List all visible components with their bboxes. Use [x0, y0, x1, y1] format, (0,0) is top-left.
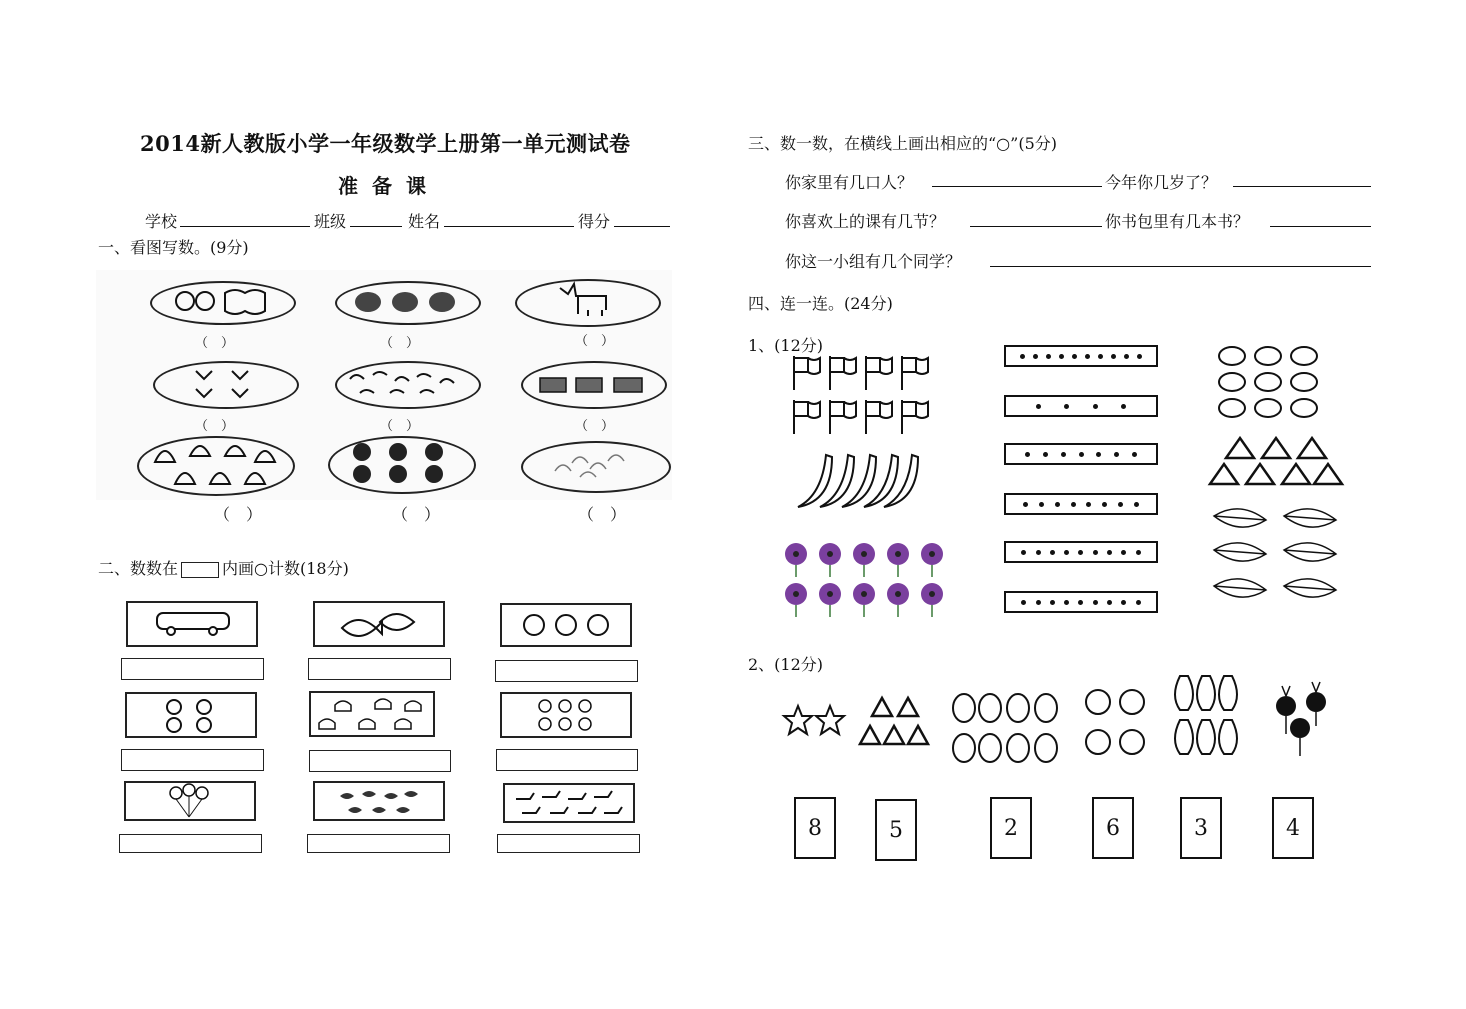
- dot: [1036, 404, 1041, 409]
- purple-flowers-picture: [780, 540, 952, 620]
- fish-picture: [340, 604, 420, 644]
- dot: [1078, 600, 1083, 605]
- bus-picture: [155, 611, 231, 637]
- leaves-picture: [1208, 502, 1348, 610]
- dot: [1043, 452, 1048, 457]
- number-card-1[interactable]: 8: [794, 797, 836, 859]
- dot: [1072, 354, 1077, 359]
- dot: [1086, 502, 1091, 507]
- stars-picture: [782, 703, 846, 739]
- name-field[interactable]: [444, 226, 574, 227]
- dot-box-2[interactable]: [1004, 395, 1158, 417]
- dot-box-5[interactable]: [1004, 541, 1158, 563]
- question-classes: 你喜欢上的课有几节？: [785, 212, 946, 231]
- part1-label: 1、(12分): [748, 336, 824, 355]
- birds-picture: [550, 447, 640, 483]
- animals-picture: [345, 365, 465, 401]
- fish-cluster-picture: [1216, 344, 1324, 420]
- creatures-picture: [536, 368, 648, 398]
- dot: [1036, 600, 1041, 605]
- answer-paren-3[interactable]: （ ）: [575, 334, 615, 349]
- page-title: 2014新人教版小学一年级数学上册第一单元测试卷: [140, 131, 631, 156]
- answer-box-balloons[interactable]: [119, 834, 262, 853]
- section2-heading-suffix: 内画○计数(18分): [222, 559, 349, 578]
- beetles-picture: [348, 440, 452, 486]
- dot-box-1[interactable]: [1004, 345, 1158, 367]
- dot: [1093, 404, 1098, 409]
- dot: [1036, 550, 1041, 555]
- dot: [1107, 600, 1112, 605]
- dot: [1093, 550, 1098, 555]
- name-label: 姓名: [408, 212, 441, 231]
- dot-box-6[interactable]: [1004, 591, 1158, 613]
- dot: [1114, 452, 1119, 457]
- dot: [1033, 354, 1038, 359]
- answer-line-classmates[interactable]: [990, 266, 1371, 267]
- dot: [1136, 600, 1141, 605]
- dot: [1121, 550, 1126, 555]
- dot: [1021, 600, 1026, 605]
- section2-heading-prefix: 二、数数在: [98, 559, 179, 578]
- dot: [1079, 452, 1084, 457]
- dot: [1137, 354, 1142, 359]
- dot: [1055, 502, 1060, 507]
- dot: [1021, 550, 1026, 555]
- section1-heading: 一、看图写数。(9分): [98, 238, 249, 257]
- class-label: 班级: [314, 212, 347, 231]
- bugs-picture: [165, 285, 275, 319]
- dot: [1111, 354, 1116, 359]
- small-fish-picture: [338, 788, 424, 816]
- question-family: 你家里有几口人？: [785, 173, 914, 192]
- dot: [1039, 502, 1044, 507]
- dot: [1059, 354, 1064, 359]
- page-subtitle: 准备课: [338, 174, 440, 198]
- answer-box-ducks[interactable]: [497, 834, 640, 853]
- school-label: 学校: [145, 212, 178, 231]
- answer-box-fish[interactable]: [308, 658, 451, 680]
- dot: [1050, 600, 1055, 605]
- donkey-picture: [555, 278, 625, 322]
- answer-line-books[interactable]: [1270, 226, 1371, 227]
- apples-small-picture: [950, 686, 1060, 768]
- dot: [1102, 502, 1107, 507]
- dot: [1023, 502, 1028, 507]
- answer-paren-8[interactable]: （ ）: [392, 505, 441, 524]
- answer-paren-5[interactable]: （ ）: [380, 419, 420, 434]
- score-label: 得分: [578, 212, 611, 231]
- dot: [1093, 600, 1098, 605]
- dot: [1118, 502, 1123, 507]
- dot: [1064, 404, 1069, 409]
- answer-box-chickens[interactable]: [309, 750, 451, 772]
- number-card-3[interactable]: 2: [990, 797, 1032, 859]
- number-card-6[interactable]: 4: [1272, 797, 1314, 859]
- dot: [1096, 452, 1101, 457]
- dot: [1061, 452, 1066, 457]
- dot: [1078, 550, 1083, 555]
- chickens-picture: [315, 693, 431, 735]
- dot-box-3[interactable]: [1004, 443, 1158, 465]
- triangles-picture: [1206, 436, 1342, 488]
- answer-paren-6[interactable]: （ ）: [575, 419, 615, 434]
- number-card-2[interactable]: 5: [875, 799, 917, 861]
- answer-box-small-fish[interactable]: [307, 834, 450, 853]
- question-books: 你书包里有几本书？: [1105, 212, 1250, 231]
- pears-picture: [1168, 670, 1240, 762]
- dot: [1136, 550, 1141, 555]
- dot: [1046, 354, 1051, 359]
- number-card-4[interactable]: 6: [1092, 797, 1134, 859]
- dot: [1071, 502, 1076, 507]
- inline-box-icon: [181, 562, 219, 578]
- answer-paren-4[interactable]: （ ）: [195, 419, 235, 434]
- dot: [1025, 452, 1030, 457]
- answer-box-apples[interactable]: [121, 749, 264, 771]
- section4-heading: 四、连一连。(24分): [748, 294, 893, 313]
- dot: [1124, 354, 1129, 359]
- radishes-picture: [1272, 680, 1336, 760]
- answer-paren-7[interactable]: （ ）: [214, 505, 263, 524]
- dot: [1064, 550, 1069, 555]
- dot: [1134, 502, 1139, 507]
- answer-paren-2[interactable]: （ ）: [380, 336, 420, 351]
- pineapples-picture: [350, 286, 460, 316]
- answer-box-flowers[interactable]: [495, 660, 638, 682]
- question-classmates: 你这一小组有几个同学？: [785, 252, 962, 271]
- question-age: 今年你几岁了？: [1105, 173, 1218, 192]
- dot: [1121, 600, 1126, 605]
- apples-picture: [160, 695, 220, 735]
- flowers-picture: [520, 612, 612, 638]
- dot: [1050, 550, 1055, 555]
- school-field[interactable]: [180, 226, 310, 227]
- number-card-5[interactable]: 3: [1180, 797, 1222, 859]
- section3-heading: 三、数一数，在横线上画出相应的“○”(5分): [748, 134, 1057, 153]
- answer-paren-1[interactable]: （ ）: [195, 336, 235, 351]
- answer-paren-9[interactable]: （ ）: [578, 505, 627, 524]
- answer-line-family[interactable]: [932, 186, 1102, 187]
- bells-picture: [150, 440, 280, 488]
- triangles-small-picture: [858, 692, 932, 748]
- dot: [1098, 354, 1103, 359]
- dot: [1064, 600, 1069, 605]
- dot: [1085, 354, 1090, 359]
- ducks-picture: [512, 787, 626, 819]
- score-field[interactable]: [614, 226, 670, 227]
- class-field[interactable]: [350, 226, 402, 227]
- section2-heading: [98, 556, 349, 579]
- dot: [1107, 550, 1112, 555]
- peaches-small-picture: [1080, 682, 1150, 762]
- answer-line-classes[interactable]: [970, 226, 1102, 227]
- balloons-picture: [164, 783, 214, 819]
- part2-label: 2、(12分): [748, 655, 824, 674]
- peaches-picture: [535, 696, 595, 734]
- dot: [1020, 354, 1025, 359]
- answer-box-bus[interactable]: [121, 658, 264, 680]
- answer-line-age[interactable]: [1233, 186, 1371, 187]
- tulips-picture: [188, 363, 258, 403]
- flags-picture: [790, 352, 942, 438]
- dot-box-4[interactable]: [1004, 493, 1158, 515]
- dot: [1132, 452, 1137, 457]
- dot: [1121, 404, 1126, 409]
- answer-box-peaches[interactable]: [496, 749, 638, 771]
- bananas-picture: [796, 453, 916, 511]
